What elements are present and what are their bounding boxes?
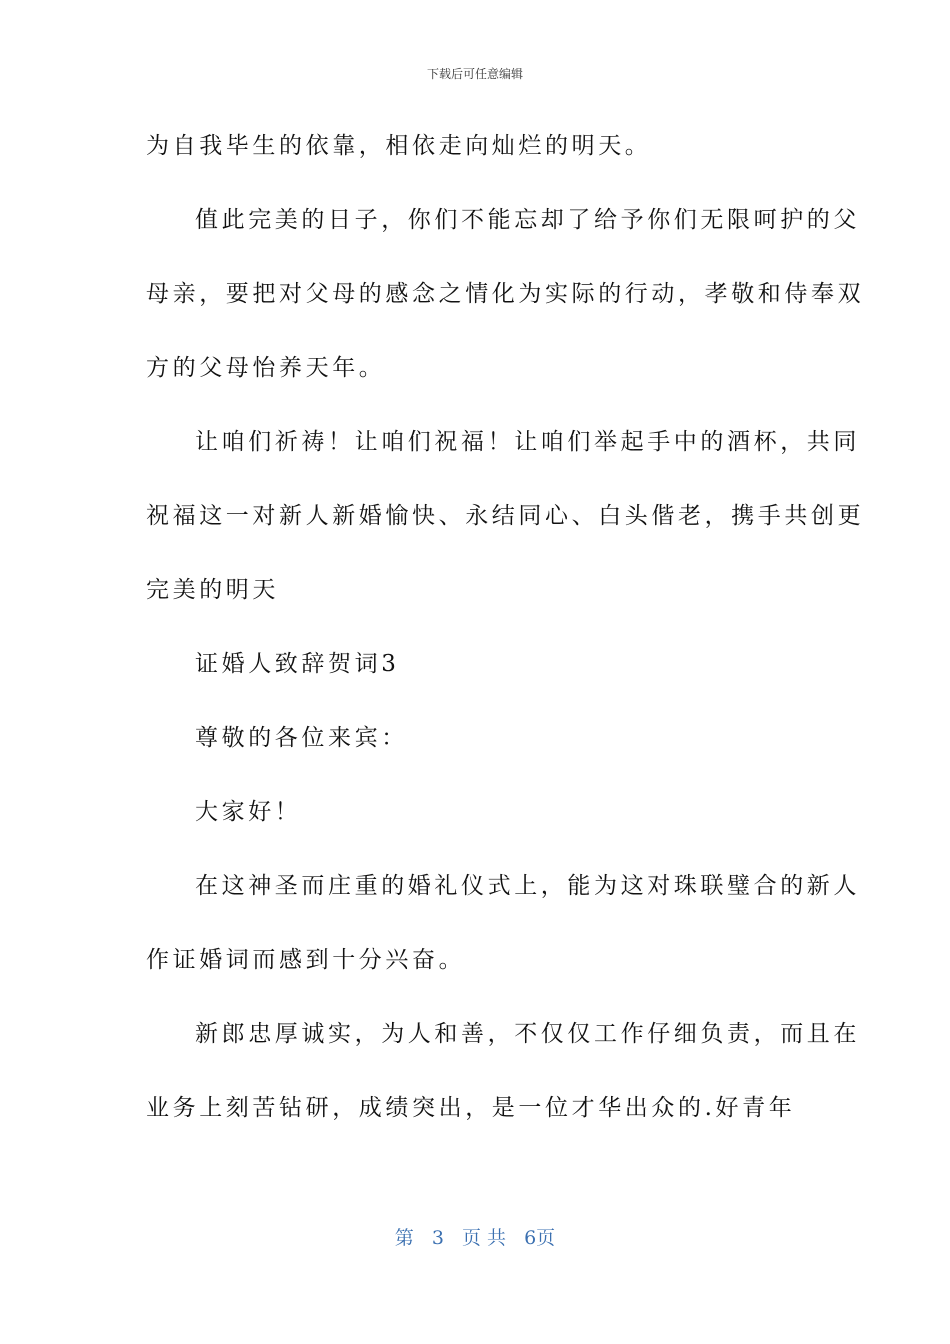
- footer-middle: 页 共: [462, 1227, 507, 1249]
- paragraph-line: 方的父母怡养天年。: [146, 355, 386, 381]
- footer-page-number: 3: [431, 1227, 444, 1249]
- paragraph-line: 为自我毕生的依靠，相依走向灿烂的明天。: [146, 133, 652, 159]
- page-footer: [0, 1224, 950, 1252]
- paragraph-line: 母亲，要把对父母的感念之情化为实际的行动，孝敬和侍奉双: [146, 281, 865, 307]
- document-body: [146, 128, 865, 1127]
- paragraph-line: 作证婚词而感到十分兴奋。: [146, 947, 466, 973]
- salutation-line: 尊敬的各位来宾：: [195, 725, 408, 751]
- section-title: 证婚人致辞贺词3: [195, 651, 400, 677]
- paragraph-line: 完美的明天: [146, 577, 279, 603]
- footer-prefix: 第: [394, 1227, 414, 1249]
- paragraph-line: 业务上刻苦钻研，成绩突出，是一位才华出众的.好青年: [146, 1095, 796, 1121]
- footer-total-pages: 6页: [524, 1227, 556, 1249]
- greeting-line: 大家好！: [195, 799, 302, 825]
- paragraph-line: 值此完美的日子，你们不能忘却了给予你们无限呵护的父: [195, 207, 860, 233]
- paragraph-line: 祝福这一对新人新婚愉快、永结同心、白头偕老，携手共创更: [146, 503, 865, 529]
- paragraph-line: 新郎忠厚诚实，为人和善，不仅仅工作仔细负责，而且在: [195, 1021, 860, 1047]
- page-header: 下载后可任意编辑: [426, 67, 523, 81]
- paragraph-line: 让咱们祈祷！让咱们祝福！让咱们举起手中的酒杯，共同: [195, 429, 860, 455]
- paragraph-line: 在这神圣而庄重的婚礼仪式上，能为这对珠联璧合的新人: [195, 873, 860, 899]
